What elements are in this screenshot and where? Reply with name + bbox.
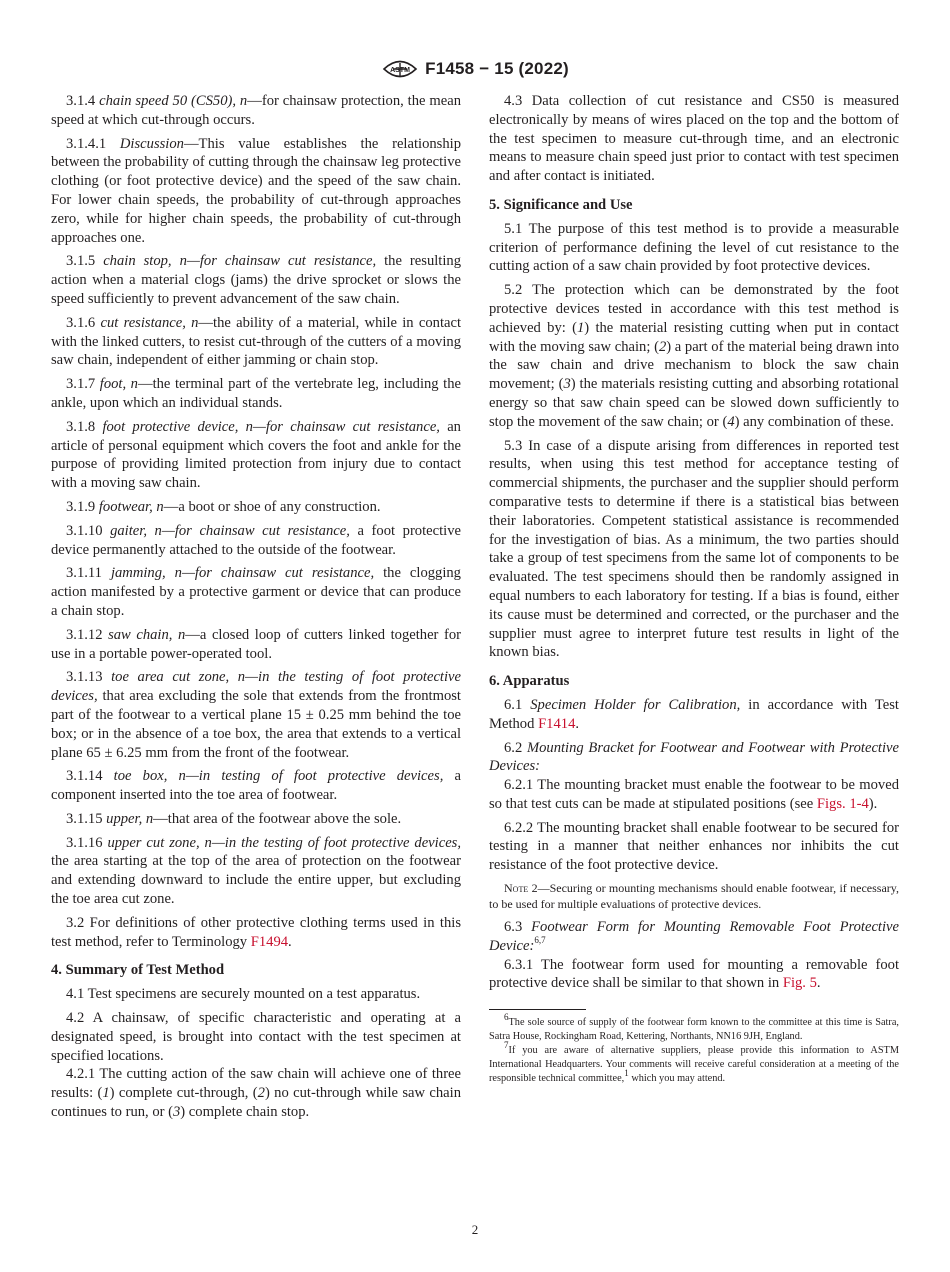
clause-3-1-4: 3.1.4 chain speed 50 (CS50), n—for chainsaw protection, the mean speed at which cut-through occurs. xyxy=(51,93,461,128)
section-heading-5: 5. Significance and Use xyxy=(489,196,633,213)
clause-6-2-2: 6.2.2 The mounting bracket shall enable footwear to be secured for testing in a manner that neither enhances nor inhibits the cut resistance of the foot protective device. xyxy=(489,819,899,874)
clause-4-1: 4.1 Test specimens are securely mounted on a test apparatus. xyxy=(66,986,421,1003)
clause-4-2-1: 4.2.1 The cutting action of the saw chain will achieve one of three results: (1) complete cut-through, (2) no cut-through while saw chain continues to run, or (3) complete chain stop. xyxy=(51,1066,462,1121)
clause-4-2: 4.2 A chainsaw, of specific characteristic and operating at a designated speed, is brought into contact with the test specimen at specified locations. xyxy=(51,1010,461,1064)
clause-3-1-10: 3.1.10 gaiter, n—for chainsaw cut resistance, a foot protective device permanently attached to the outside of the footwear. xyxy=(51,522,461,558)
clause-3-1-15: 3.1.15 upper, n—that area of the footwear above the sole. xyxy=(66,810,402,827)
document-designation: F1458 − 15 (2022) xyxy=(425,59,569,78)
clause-6-2: 6.2 Mounting Bracket for Footwear and Footwear with Protective Devices: xyxy=(489,739,899,775)
section-heading-4: 4. Summary of Test Method xyxy=(51,962,225,979)
clause-6-3-1: 6.3.1 The footwear form used for mounting a removable foot protective device shall be similar to that shown in Fig. 5. xyxy=(489,956,899,992)
clause-3-2: 3.2 For definitions of other protective clothing terms used in this test method, refer to Terminology F1494. xyxy=(51,914,461,950)
footnote-divider xyxy=(489,1009,586,1010)
clause-3-1-5: 3.1.5 chain stop, n—for chainsaw cut resistance, the resulting action when a material clogs (jams) the drive sprocket or slows the speed sufficiently to prevent advancement of the saw chain. xyxy=(51,253,461,307)
clause-3-1-9: 3.1.9 footwear, n—a boot or shoe of any construction. xyxy=(66,498,381,515)
clause-3-1-11: 3.1.11 jamming, n—for chainsaw cut resistance, the clogging action manifested by a protective garment or device that can produce a chain stop. xyxy=(51,565,461,619)
left-column xyxy=(51,92,461,1127)
footnote-7: $^7$If you are aware of alternative suppliers, please provide this information to ASTM International Headquarters. Your comments will receive careful consideration at a meeting of the responsible technical committee,$^1$ which you may attend. xyxy=(489,1039,899,1085)
clause-5-1: 5.1 The purpose of this test method is to provide a measurable criterion of performance defining the level of cut resistance to the cutting action of a saw chain provided by foot protective devices. xyxy=(489,220,899,275)
clause-6-3: 6.3 Footwear Form for Mounting Removable Foot Protective Device:$^{6,7}$ xyxy=(489,919,899,954)
clause-6-2-1: 6.2.1 The mounting bracket must enable the footwear to be moved so that test cuts can be made at stipulated positions (see Figs. 1-4). xyxy=(489,777,899,812)
note-2: Note 2—Securing or mounting mechanisms should enable footwear, if necessary, to be used for multiple evaluations of protective devices. xyxy=(489,881,900,912)
link-f1494[interactable]: F1494 xyxy=(250,933,289,950)
astm-logo-icon xyxy=(381,54,419,84)
page-header xyxy=(0,52,950,86)
link-fig-5[interactable]: Fig. 5 xyxy=(782,975,817,992)
clause-5-2: 5.2 The protection which can be demonstrated by the foot protective devices tested in accordance with this test method is achieved by: (1) the material resisting cutting when put in contact with the moving saw chain; (2) a part of the material being drawn into the saw chain and drive mechanism to block the saw chain movement; (3) the materials resisting cutting and absorbing rotational energy so that saw chain speed can be slowed down sufficiently to stop the movement of the saw chain; or (4) any combination of these. xyxy=(489,282,899,430)
clause-3-1-14: 3.1.14 toe box, n—in testing of foot protective devices, a component inserted into the toe area of footwear. xyxy=(51,768,461,804)
clause-5-3: 5.3 In case of a dispute arising from differences in reported test results, when using this test method for acceptance testing of commercial shipments, the purchaser and the supplier should perform comparative tests to determine if there is a statistical bias between their laboratories. Competent statistical assistance is recommended for the investigation of bias. As a minimum, the two parties should take a group of test specimens from the same lot of components to be evaluated. The test specimens should then be randomly assigned in equal numbers to each laboratory for testing. If a bias is found, either its cause must be determined and corrected, or the purchaser and the supplier must agree to interpret future test results in light of the known bias. xyxy=(489,437,899,661)
clause-6-1: 6.1 Specimen Holder for Calibration, in accordance with Test Method F1414. xyxy=(489,696,899,732)
right-column xyxy=(489,92,899,1086)
clause-3-1-4-1: 3.1.4.1 Discussion—This value establishes the relationship between the probability of cutting through the chainsaw leg protective clothing (or foot protective device) and the speed of the saw chain. For lower chain speeds, the probability of cut-through approaches zero, while for higher chain speeds, the probability of cut-through approaches one. xyxy=(51,135,461,246)
clause-3-1-16: 3.1.16 upper cut zone, n—in the testing of foot protective devices, the area starting at the top of the area of protection on the footwear and extending downward to include the entire upper, but excluding the toe area cut zone. xyxy=(51,834,461,908)
clause-3-1-8: 3.1.8 foot protective device, n—for chainsaw cut resistance, an article of personal equipment which covers the foot and ankle for the purpose of providing limited protection from injury due to contact with a moving saw chain. xyxy=(51,418,461,492)
clause-3-1-12: 3.1.12 saw chain, n—a closed loop of cutters linked together for use in a portable power-operated tool. xyxy=(51,626,461,662)
clause-3-1-7: 3.1.7 foot, n—the terminal part of the vertebrate leg, including the ankle, upon which an individual stands. xyxy=(51,376,461,411)
svg-text:ASTM: ASTM xyxy=(390,67,411,74)
clause-4-3: 4.3 Data collection of cut resistance and CS50 is measured electronically by means of wires placed on the top and the bottom of the test specimen to measure cut-through time, and an electronic means to measure chain speed just prior to contact with test specimen and after contact is initiated. xyxy=(489,93,899,185)
page-number: 2 xyxy=(471,1222,479,1237)
link-f1414[interactable]: F1414 xyxy=(538,715,576,732)
section-heading-6: 6. Apparatus xyxy=(489,673,570,690)
clause-3-1-13: 3.1.13 toe area cut zone, n—in the testing of foot protective devices, that area excluding the sole that extends from the frontmost part of the footwear to a vertical plane 15 ± 0.25 mm behind the toe box; or in the absence of a toe box, the area that extends to a vertical plane 65 ± 6.25 mm from the front of the footwear. xyxy=(51,669,461,761)
footnote-6: $^6$The sole source of supply of the footwear form known to the committee at this time is Satra, Satra House, Rockingham Road, Kettering, Northants, NN16 9JH, England. xyxy=(489,1011,899,1043)
clause-3-1-6: 3.1.6 cut resistance, n—the ability of a material, while in contact with the linked cutters, to resist cut-through of the cutters of a moving saw chain, independent of either jamming or chain stop. xyxy=(51,314,462,369)
link-figs-1-4[interactable]: Figs. 1-4 xyxy=(816,795,869,812)
